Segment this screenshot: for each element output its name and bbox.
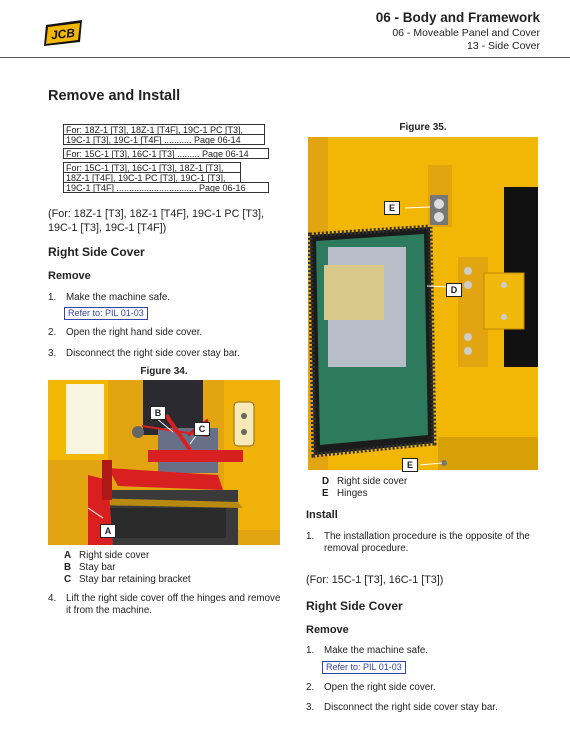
pil-reference-link[interactable]: Refer to: PIL 01-03 [322,661,406,674]
applicability-paragraph: (For: 18Z-1 [T3], 18Z-1 [T4F], 19C-1 PC [T3], 19C-1 [T3], 19C-1 [T4F]) [48,208,264,234]
header-rule [0,57,570,58]
figure-35-image [308,137,538,470]
legend-text: Stay bar retaining bracket [79,574,191,585]
legend-key: E [322,488,329,499]
step-number: 2. [48,327,57,338]
section-heading: Right Side Cover [48,245,145,259]
step-number: 1. [306,531,315,542]
step-2 [48,327,288,339]
step-number: 3. [48,348,57,359]
header-subtitle: 06 - Moveable Panel and Cover [392,27,540,39]
subsection-heading: Install [306,509,338,521]
legend-key: C [64,574,72,585]
legend-item [322,488,368,500]
header-title: 06 - Body and Framework [375,10,540,25]
callout-d: D [446,283,462,297]
for-link-line[interactable]: For: 18Z-1 [T3], 18Z-1 [T4F], 19C-1 PC [T3], [63,124,265,135]
applicability-paragraph: (For: 15C-1 [T3], 16C-1 [T3]) [306,574,444,586]
callout-b: B [150,406,166,420]
legend-item [64,574,191,586]
legend-item [64,550,149,562]
step-text: Make the machine safe. [66,292,171,303]
subsection-heading: Remove [48,270,91,282]
install-step-1 [306,531,546,557]
step-4 [48,593,288,619]
pil-reference-link[interactable]: Refer to: PIL 01-03 [64,307,148,320]
legend-text: Right side cover [337,476,408,487]
step-text: Lift the right side cover off the hinges and remove [66,593,281,604]
step-3 [306,702,546,714]
jcb-logo [40,16,86,50]
figure-caption: Figure 35. [399,122,447,133]
callout-e: E [384,201,400,215]
step-text: removal procedure. [324,543,409,554]
legend-key: D [322,476,330,487]
logo-text: JCB [50,25,76,43]
callout-a: A [100,524,116,538]
legend-item [64,562,116,574]
for-link-line[interactable]: For: 15C-1 [T3], 16C-1 [T3], 18Z-1 [T3], [63,162,241,173]
legend-item [322,476,407,488]
legend-text: Hinges [337,488,368,499]
step-2 [306,682,546,694]
subsection-heading: Remove [306,624,349,636]
section-heading: Right Side Cover [306,599,403,613]
figure-caption: Figure 34. [140,366,188,377]
for-link-line[interactable]: 19C-1 [T3], 19C-1 [T4F] ........... Page 06-14 [63,134,265,145]
step-text: Disconnect the right side cover stay bar. [324,702,498,713]
step-1 [48,292,288,304]
step-text: it from the machine. [66,605,153,616]
for-link-line[interactable]: 19C-1 [T4F] ................................ Page 06-16 [63,182,269,193]
legend-key: A [64,550,72,561]
legend-text: Right side cover [79,550,150,561]
callout-c: C [194,422,210,436]
step-number: 2. [306,682,315,693]
step-number: 1. [306,645,315,656]
legend-text: Stay bar [79,562,116,573]
step-number: 3. [306,702,315,713]
for-link-line[interactable]: 18Z-1 [T4F], 19C-1 PC [T3], 19C-1 [T3], [63,172,241,183]
page-heading: Remove and Install [48,88,181,104]
step-3 [48,348,288,360]
step-1 [306,645,546,657]
for-link-line[interactable]: For: 15C-1 [T3], 16C-1 [T3] ......... Page 06-14 [63,148,269,159]
step-text: Disconnect the right side cover stay bar. [66,348,240,359]
step-text: Make the machine safe. [324,645,429,656]
header-subsubtitle: 13 - Side Cover [467,40,540,52]
legend-key: B [64,562,72,573]
step-number: 1. [48,292,57,303]
step-text: Open the right side cover. [324,682,436,693]
step-number: 4. [48,593,57,604]
step-text: Open the right hand side cover. [66,327,203,338]
callout-e: E [402,458,418,472]
figure-34-image [48,380,280,545]
step-text: The installation procedure is the opposite of the [324,531,530,542]
